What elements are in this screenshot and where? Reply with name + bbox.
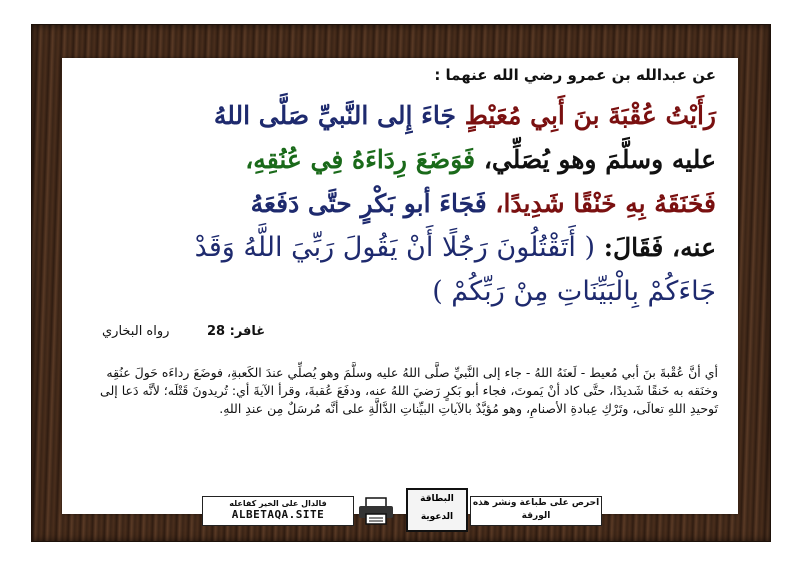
- hadith-line-3: [74, 182, 716, 226]
- website-box[interactable]: [202, 496, 354, 526]
- hadith-line-5: [74, 270, 716, 314]
- narrator-header: عن عبدالله بن عمرو رضي الله عنهما :: [434, 66, 716, 84]
- hadith-navy-phrase-2: فَجَاءَ أبو بَكْرٍ حتَّى دَفَعَهُ: [250, 189, 487, 218]
- website-url[interactable]: ALBETAQA.SITE: [231, 508, 325, 521]
- footer-bar: [202, 496, 602, 526]
- explanation-paragraph: أي أنَّ عُقْبةَ بنَ أبي مُعيط - لَعنَهُ اللهُ - جاء إلى النَّبيِّ صلَّى اللهُ عليه وسلَّمَ وهو يُصلِّي عندَ الكَعبةِ، فوضَعَ رداءَه حَولَ عنُقِه وخنَقه به خَنقًا شَديدًا، حتَّى كاد أنْ يَموتَ، فجاء أبو بَكرٍ رَضيَ اللهُ عنه، ودفَعَ عُقبةَ، وقرأ الآيةَ أي: تُريدونَ قَتْلَه؛ لأنَّه دَعا إلى تَوحيدِ اللهِ تعالَى، وتَرْكِ عِبادةِ الأصنامِ، وهو مُؤيَّدٌ بالآياتِ البيِّناتِ الدَّالَّةِ على أنَّه مُرسَلٌ مِن عندِ اللهِ.: [100, 365, 718, 416]
- hadith-line-4: [74, 226, 716, 270]
- quran-verse-part-1: ( أَتَقْتُلُونَ رَجُلًا أَنْ يَقُولَ رَبِّيَ اللَّهُ وَقَدْ: [194, 232, 596, 263]
- hadith-black-phrase: عليه وسلَّمَ وهو يُصَلِّي،: [475, 145, 716, 174]
- logo-word-1: البطاقة: [420, 494, 454, 504]
- quran-verse-part-2: جَاءَكُمْ بِالْبَيِّنَاتِ مِنْ رَبِّكُمْ ): [432, 276, 716, 307]
- website-tagline: فالدال على الخير كفاعله: [229, 499, 327, 508]
- hadith-navy-phrase: جَاءَ إِلى النَّبيِّ صَلَّى اللهُ: [213, 101, 465, 130]
- hadith-green-phrase: فَوَضَعَ رِدَاءَهُ فِي عُنُقِهِ،: [245, 145, 476, 174]
- hadith-source: رواه البخاري: [102, 324, 170, 339]
- card: [62, 58, 738, 522]
- hadith-red-phrase-2: فَخَنَقَهُ بِهِ خَنْقًا شَدِيدًا،: [486, 189, 716, 218]
- hadith-line-2: [74, 138, 716, 182]
- logo-word-2: الدعوية: [420, 512, 454, 522]
- hadith-line-1: [74, 94, 716, 138]
- print-share-note: احرص على طباعة ونشر هذه الورقة: [470, 496, 602, 526]
- printer-icon: [356, 496, 396, 526]
- hadith-text: [74, 94, 716, 314]
- verse-reference: غافر: 28: [207, 324, 266, 339]
- albetaqa-logo: [406, 488, 468, 532]
- hadith-red-phrase: رَأَيْتُ عُقْبَةَ بنَ أَبِي مُعَيْطٍ: [464, 101, 716, 130]
- hadith-black-phrase-2: عنه، فَقَالَ:: [595, 233, 716, 262]
